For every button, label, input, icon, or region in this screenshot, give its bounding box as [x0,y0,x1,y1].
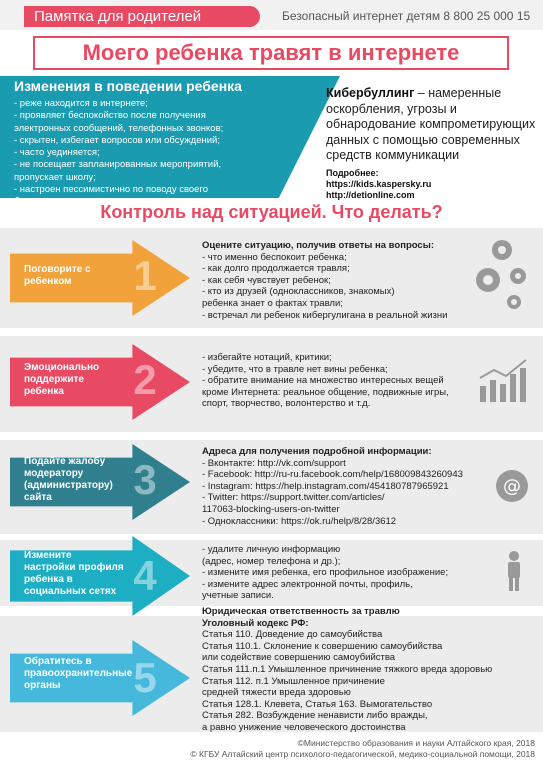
step-3-line: - Twitter: https://support.twitter.com/articles/ [202,492,385,504]
step-3-text [202,446,502,527]
step-3-heading: Адреса для получения подробной информации: [202,446,432,457]
behavior-item: - часто уединяется; [14,147,100,159]
chart-icon [476,356,534,404]
step-2-text [202,352,502,410]
step-1-number: 1 [133,252,157,299]
step-5-text [202,606,532,734]
step-5-line: Статья 110. Доведение до самоубийства [202,629,383,641]
behavior-item: будущего [14,196,56,208]
step-4-number: 4 [133,552,157,599]
step-1-text [202,240,502,321]
step-1-line: - что именно беспокоит ребенка; [202,251,347,263]
link-kaspersky[interactable]: https://kids.kaspersky.ru [326,179,432,189]
step-5-label: Обратитесь в правоохранительные органы [24,656,133,691]
step-2-line: - избегайте нотаций, критики; [202,352,332,363]
step-5-line: средней тяжести вреда здоровью [202,687,351,699]
step-2-label: Эмоционально поддержите ребенка [24,362,100,397]
person-icon [504,550,524,592]
behavior-list [14,98,284,209]
step-4-text [202,544,502,602]
step-3-number: 3 [133,456,157,503]
behavior-item: - настроен пессимистично по поводу своего [14,184,209,196]
step-2-line: кроме Интернета: реальное общение, подвижные игры, [202,386,449,398]
step-5-line: а равно унижение человеческого достоинства [202,721,406,733]
step-1-label: Поговорите с ребенком [24,264,91,287]
cyberbullying-definition [326,86,536,164]
step-4-line: (адрес, номер телефона и др.); [202,555,341,567]
footer [0,738,535,760]
step-3-line: 117063-blocking-users-on-twitter [202,503,340,515]
behavior-item: - скрытен, избегает вопросов или обсуждений; [14,134,221,146]
step-5-number: 5 [133,654,157,701]
step-4-line: учетные записи. [202,590,274,602]
step-4-line: - измените адрес электронной почты, профиль, [202,578,413,590]
step-5-heading: Юридическая ответственность за травлю [202,606,400,617]
step-1-line: - кто из друзей (одноклассников, знакомых) [202,286,395,298]
step-5-line: Статья 112. п.1 Умышленное причинение [202,675,385,687]
svg-text:@: @ [503,476,521,497]
step-2-line: - обратите внимание на множество интересных вещей [202,375,444,387]
section-subtitle: Контроль над ситуацией. Что делать? [100,202,443,222]
behavior-item: - проявляет беспокойство после получения [14,110,206,122]
page-title: Моего ребенка травят в интернете [33,36,509,70]
at-icon [494,468,530,504]
step-5-line: Статья 111.п.1 Умышленное причинение тяжкого вреда здоровью [202,663,493,675]
step-2-number: 2 [133,356,157,403]
step-5-line: Статья 282. Возбуждение ненависти либо вражды, [202,710,428,722]
behavior-item: - реже находится в интернете; [14,98,148,109]
gears-icon [470,236,532,312]
parents-memo-badge: Памятка для родителей [24,6,260,27]
step-5-line: или содействие совершению самоубийства [202,652,396,664]
step-2-line: спорт, творчество, волонтерство и т.д. [202,398,371,410]
step-3-line: - Вконтакте: http://vk.com/support [202,457,346,469]
step-2-line: - убедите, что в травле нет вины ребенка; [202,363,388,375]
step-4-label: Измените настройки профиля ребенка в социальных сетях [24,550,124,597]
step-3-label: Подайте жалобу модератору (администратору) сайта [24,456,113,503]
behavior-item: электронных сообщений, телефонных звонков; [14,122,224,134]
step-1-line: - встречал ли ребенок кибергулигана в реальной жизни [202,309,448,321]
step-1-line: ребенка знает о фактах травли; [202,297,343,309]
step-3-line: - Facebook: http://ru-ru.facebook.com/help/168009843260943 [202,469,463,481]
more-info [326,168,431,201]
footer-line-2: © КГБУ Алтайский центр психолого-педагогической, медико-социальной помощи, 2018 [190,749,535,759]
step-3-line: - Одноклассники: https://ok.ru/help/8/28/3612 [202,515,397,527]
step-5-line: Статья 128.1. Клевета, Статья 163. Вымогательство [202,698,433,710]
more-label: Подробнее: [326,168,379,178]
step-3-line: - Instagram: https://help.instagram.com/454180787965921 [202,480,449,492]
step-4-line: - измените имя ребенка, его профильное изображение; [202,567,449,579]
step-5-line: Статья 110.1. Склонение к совершению самоубийства [202,640,443,652]
step-1-heading: Оцените ситуацию, получив ответы на вопросы: [202,240,434,251]
step-1-line: - как долго продолжается травля; [202,263,350,275]
step-1-line: - как себя чувствует ребенок; [202,274,331,286]
step-5-subheading: Уголовный кодекс РФ: [202,617,309,629]
step-4-line: - удалите личную информацию [202,544,341,555]
behavior-title: Изменения в поведении ребенка [14,78,242,94]
hotline-text: Безопасный интернет детям 8 800 25 000 15 [282,9,531,23]
definition-term: Кибербуллинг [326,86,415,100]
footer-line-1: ©Министерство образования и науки Алтайского края, 2018 [297,738,535,748]
behavior-item: пропускает школу; [14,171,96,183]
link-detionline[interactable]: http://detionline.com [326,190,415,200]
behavior-item: - не посещает запланированных мероприятий, [14,159,222,171]
definition-text: – намеренные оскорбления, угрозы и обнародование компрометирующих данных с помощью современных средств коммуникации [326,86,536,162]
